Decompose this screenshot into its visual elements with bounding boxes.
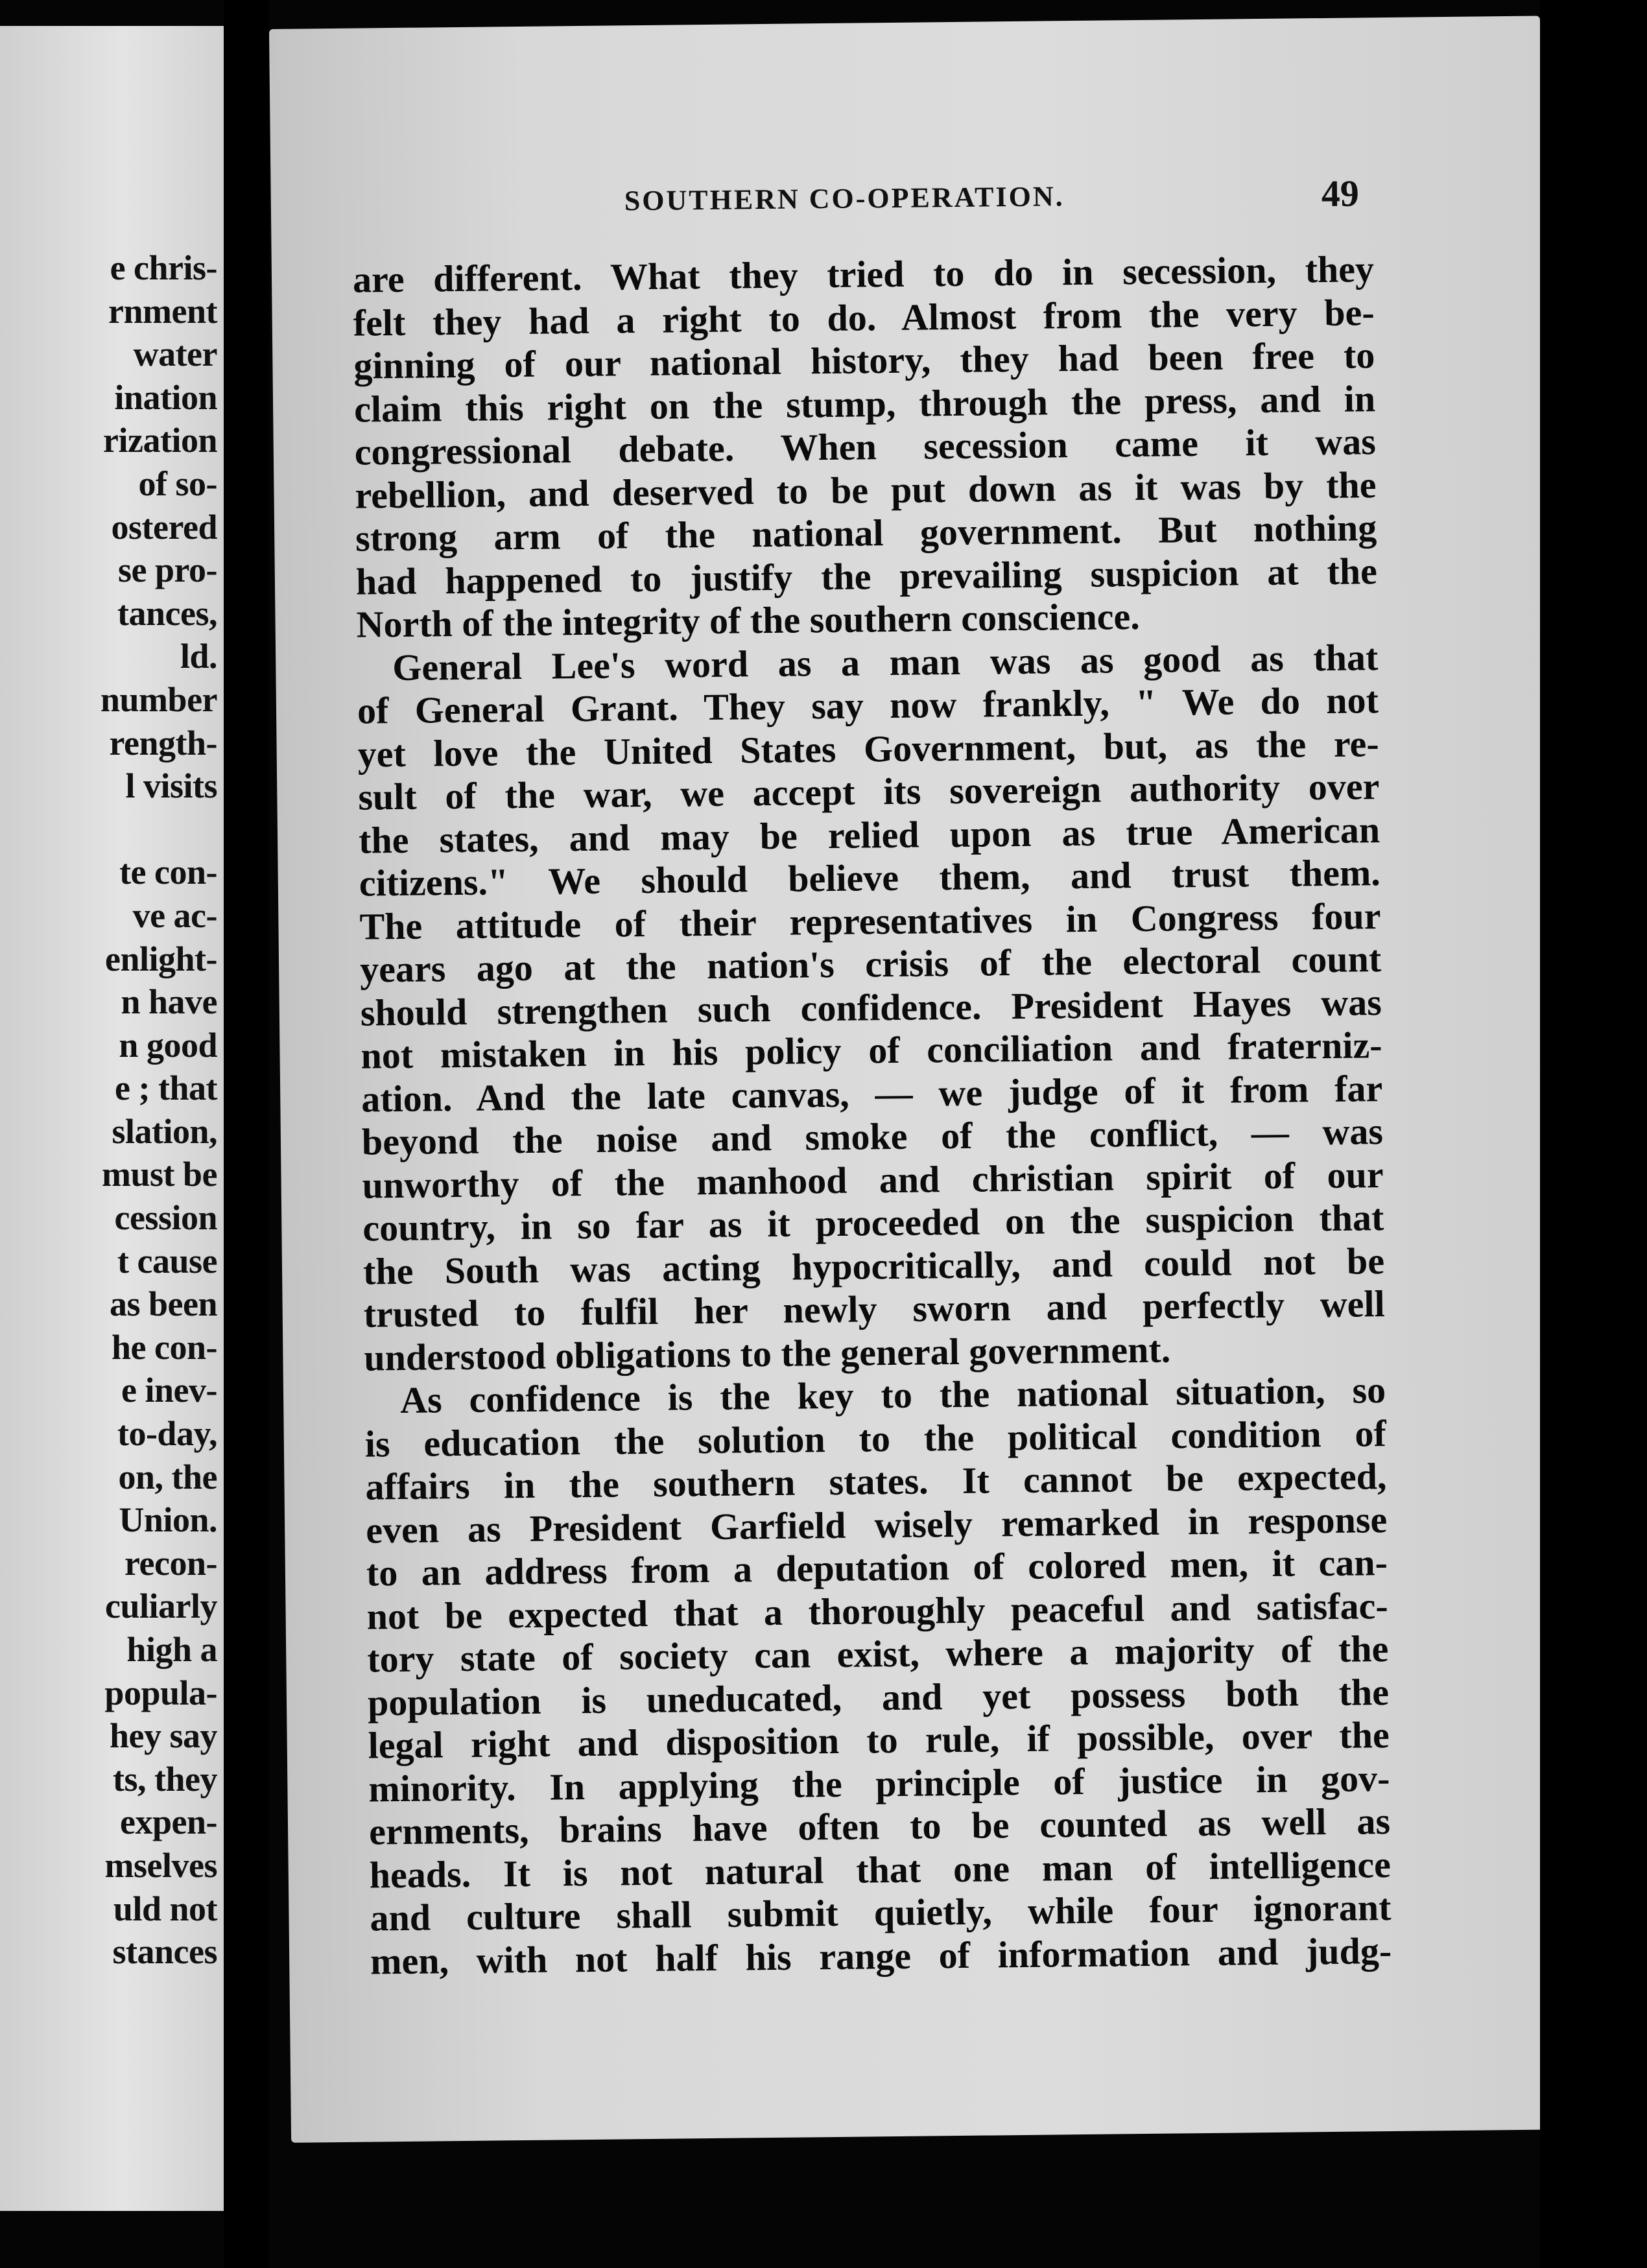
left-page-line: l visits (125, 766, 217, 806)
left-page-line: ve ac- (132, 895, 217, 935)
text-line: rebellion, and deserved to be put down as it was by the (355, 463, 1377, 517)
text-line: tory state of society can exist, where a majority of the (366, 1627, 1389, 1681)
left-page-line: to-day, (117, 1414, 217, 1454)
left-facing-page (0, 26, 224, 2211)
text-line: minority. In applying the principle of justice in gov- (368, 1756, 1390, 1810)
text-line: trusted to fulfil her newly sworn and perfectly well (363, 1282, 1386, 1336)
text-line: to an address from a deputation of colored men, it can- (366, 1541, 1388, 1594)
text-line: citizens." We should believe them, and trust them. (359, 851, 1381, 904)
left-page-line: ination (114, 377, 217, 417)
left-page-line: n good (119, 1025, 217, 1065)
text-line: ernments, brains have often to be counted as well as (368, 1800, 1391, 1853)
left-page-line: rength- (109, 723, 217, 762)
text-line: heads. It is not natural that one man of intelligence (369, 1843, 1392, 1896)
left-page-line: high a (126, 1630, 217, 1669)
text-line: even as President Garfield wisely remarked in response (365, 1498, 1388, 1552)
left-page-line: as been (109, 1284, 217, 1324)
text-line: men, with not half his range of information and judg- (370, 1929, 1392, 1983)
left-page-line: mselves (104, 1845, 217, 1885)
text-line: the states, and may be relied upon as true American (358, 808, 1380, 862)
left-page-line: popula- (104, 1673, 217, 1712)
left-page-line: ld. (180, 637, 217, 676)
text-line: and culture shall submit quietly, while four ignorant (370, 1886, 1392, 1939)
left-page-line: Union. (119, 1500, 217, 1540)
text-line: sult of the war, we accept its sovereign authority over (358, 765, 1380, 818)
left-page-line: e inev- (121, 1371, 217, 1410)
text-line: of General Grant. They say now frankly, " We do not (357, 679, 1379, 732)
left-page-line: ts, they (113, 1759, 217, 1799)
text-line: the South was acting hypocritically, and could not be (362, 1239, 1385, 1293)
left-page-line: e ; that (115, 1069, 217, 1108)
running-head: SOUTHERN CO-OPERATION. (624, 180, 1065, 217)
text-line: not be expected that a thoroughly peaceful and satisfac- (366, 1584, 1388, 1638)
left-page-line: rization (103, 421, 217, 460)
left-page-line: stances (112, 1932, 217, 1972)
text-line: understood obligations to the general government. (364, 1328, 1171, 1379)
left-page-line: on, the (118, 1457, 217, 1496)
text-line: The attitude of their representatives in Congress four (359, 894, 1381, 948)
text-line: felt they had a right to do. Almost from the very be- (353, 290, 1375, 344)
text-line: affairs in the southern states. It cannot be expected, (365, 1455, 1387, 1508)
left-page-line: water (133, 335, 217, 374)
book-gutter (224, 0, 269, 2268)
left-page-line: cession (114, 1198, 217, 1238)
text-line: legal right and disposition to rule, if possible, over the (368, 1714, 1390, 1767)
text-line: congressional debate. When secession came it was (354, 420, 1377, 473)
right-edge-background (1540, 0, 1647, 2268)
left-page-line: slation, (112, 1111, 217, 1151)
text-line: not mistaken in his policy of conciliation and fraterniz- (361, 1024, 1382, 1077)
body-text (353, 248, 1392, 1983)
left-page-line: of so- (138, 464, 217, 503)
left-page-line: uld not (113, 1889, 217, 1928)
text-line: population is uneducated, and yet possess both the (367, 1670, 1390, 1724)
text-line: ation. And the late canvas, — we judge of it from far (361, 1067, 1383, 1120)
text-line: should strengthen such confidence. President Hayes was (360, 980, 1382, 1034)
left-page-line: hey say (109, 1716, 217, 1756)
text-line: claim this right on the stump, through the press, and in (353, 377, 1376, 431)
left-page-line: rnment (108, 291, 217, 331)
left-page-line: expen- (120, 1802, 217, 1842)
left-page-line: number (100, 679, 217, 719)
left-page-line: se pro- (118, 550, 217, 590)
text-line: As confidence is the key to the national situation, so (399, 1369, 1386, 1421)
text-line: yet love the United States Government, but, as the re- (357, 722, 1379, 775)
left-page-line: te con- (119, 853, 217, 892)
text-line: had happened to justify the prevailing suspicion at the (355, 549, 1378, 603)
left-page-line: he con- (112, 1327, 217, 1367)
text-line: strong arm of the national government. But nothing (355, 506, 1377, 560)
left-page-line: n have (121, 982, 217, 1022)
left-page-line: e chris- (110, 248, 217, 287)
text-line: country, in so far as it proceeded on the suspicion that (362, 1196, 1384, 1249)
text-line: ginning of our national history, they had been free to (353, 334, 1375, 387)
text-line: years ago at the nation's crisis of the electoral count (359, 938, 1382, 991)
text-line: unworthy of the manhood and christian spirit of our (362, 1153, 1384, 1207)
right-page (269, 16, 1562, 2142)
left-page-line: culiarly (105, 1587, 217, 1626)
page-header (271, 172, 1439, 233)
left-page-line: enlight- (104, 939, 217, 978)
left-page-line: t cause (117, 1241, 217, 1281)
left-page-text (0, 246, 217, 1974)
page-number: 49 (1321, 172, 1360, 215)
left-page-line: recon- (124, 1543, 217, 1583)
left-page-line: ostered (111, 507, 217, 547)
text-line: are different. What they tried to do in secession, they (352, 248, 1375, 301)
text-line: General Lee's word as a man was as good as that (392, 635, 1379, 689)
text-line: is education the solution to the political condition of (364, 1412, 1387, 1465)
text-line: beyond the noise and smoke of the conflict, — was (361, 1110, 1384, 1163)
left-page-line: must be (101, 1155, 217, 1194)
left-page-line (0, 808, 217, 851)
left-page-line: tances, (117, 593, 217, 633)
text-line: North of the integrity of the southern conscience. (356, 595, 1141, 646)
